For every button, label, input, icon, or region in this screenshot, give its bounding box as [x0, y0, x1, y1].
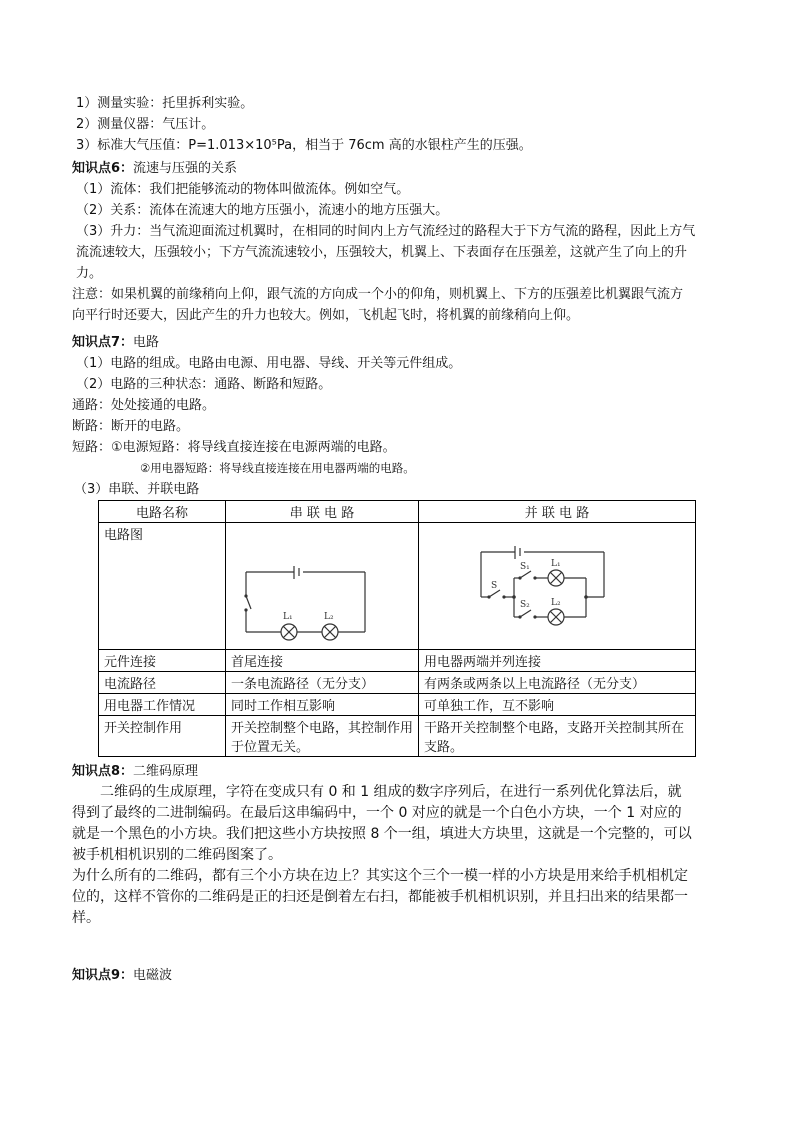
series-diagram-cell: [226, 523, 419, 650]
table-row: [99, 672, 696, 694]
text-line: 短路：①电源短路：将导线直接连接在电源两端的电路。: [72, 440, 396, 455]
series-circuit-diagram: [231, 524, 413, 644]
text-line: （2）电路的三种状态：通路、断路和短路。: [76, 377, 332, 392]
text-line: 2）测量仪器：气压计。: [76, 117, 215, 132]
heading-title: 流速与压强的关系: [133, 161, 238, 176]
table-row: [99, 523, 696, 650]
document-page: [72, 93, 695, 986]
text-paragraph: 为什么所有的二维码，都有三个小方块在边上？其实这个三个一模一样的小方块是用来给手机相机定位的，这样不管你的二维码是正的扫还是倒着左右扫，都能被手机相机识别，并且扫出来的结果都一样。: [72, 868, 688, 926]
text-line: 断路：断开的电路。: [72, 419, 190, 434]
note-paragraph: 注意：如果机翼的前缘稍向上仰，跟气流的方向成一个小的仰角，则机翼上、下方的压强差比机翼跟气流方向平行时还要大，因此产生的升力也较大。例如，飞机起飞时，将机翼的前缘稍向上仰。: [72, 287, 684, 323]
parallel-circuit-diagram: [424, 524, 690, 644]
switch-label: S₂: [520, 600, 530, 610]
table-cell: 用电器两端并列连接: [419, 650, 696, 672]
table-header-row: [99, 501, 696, 523]
lamp-icon: [548, 570, 564, 586]
text-line: （1）流体：我们把能够流动的物体叫做流体。例如空气。: [76, 182, 410, 197]
table-cell: 用电器工作情况: [99, 694, 226, 716]
lamp-icon: [322, 624, 338, 640]
table-row: [99, 694, 696, 716]
table-header: 并 联 电 路: [419, 501, 696, 523]
heading-label: 知识点7：: [72, 335, 134, 350]
table-cell: 开关控制作用: [99, 716, 226, 757]
table-row: [99, 716, 696, 757]
text-paragraph: （3）升力：当气流迎面流过机翼时，在相同的时间内上方气流经过的路程大于下方气流的路程，因此上方气流流速较大，压强较小；下方气流流速较小，压强较大，机翼上、下表面存在压强差，这就产生了向上的升力。: [76, 224, 696, 281]
table-cell: 首尾连接: [226, 650, 419, 672]
table-cell: 电流路径: [99, 672, 226, 694]
table-cell: 有两条或两条以上电流路径（无分支）: [419, 672, 696, 694]
lamp-label: L₁: [283, 612, 293, 622]
heading-label: 知识点9：: [72, 968, 134, 983]
text-paragraph: 二维码的生成原理，字符在变成只有 0 和 1 组成的数字序列后，在进行一系列优化算法后，就得到了最终的二进制编码。在最后这串编码中，一个 0 对应的就是一个白色小方块，一个 1 对应的就是一个黑色的小方块。我们把这些小方块按照 8 个一组，填进大方块里，这就是一个完整的，可以被手机相机识别的二维码图案了。: [72, 784, 692, 863]
text-line: ②用电器短路：将导线直接连接在用电器两端的电路。: [140, 461, 415, 475]
parallel-diagram-cell: [419, 523, 696, 650]
table-cell: 同时工作相互影响: [226, 694, 419, 716]
text-line: 3）标准大气压值：P=1.013×10⁵Pa，相当于 76cm 高的水银柱产生的压强。: [76, 138, 532, 153]
switch-label: S₁: [520, 562, 530, 572]
lamp-label: L₁: [551, 559, 561, 569]
section-heading-7: [72, 332, 695, 353]
lamp-icon: [548, 609, 564, 625]
section-heading-9: [72, 965, 695, 986]
table-cell: 干路开关控制整个电路，支路开关控制其所在支路。: [419, 716, 696, 757]
lamp-icon: [281, 624, 297, 640]
spacer: [72, 929, 695, 963]
heading-title: 二维码原理: [133, 764, 199, 779]
table-header: 串 联 电 路: [226, 501, 419, 523]
switch-label: S: [491, 581, 498, 591]
table-cell: 电路图: [99, 523, 226, 650]
text-line: （3）串联、并联电路: [74, 482, 200, 497]
circuit-table: [98, 500, 696, 757]
heading-label: 知识点6：: [72, 161, 134, 176]
table-cell: 开关控制整个电路，其控制作用于位置无关。: [226, 716, 419, 757]
section-heading-6: [72, 158, 695, 179]
lamp-label: L₂: [551, 598, 561, 608]
table-header: 电路名称: [99, 501, 226, 523]
lamp-label: L₂: [324, 612, 334, 622]
heading-title: 电路: [133, 335, 160, 350]
table-cell: 元件连接: [99, 650, 226, 672]
text-line: （2）关系：流体在流速大的地方压强小，流速小的地方压强大。: [76, 203, 449, 218]
table-row: [99, 650, 696, 672]
text-line: （1）电路的组成。电路由电源、用电器、导线、开关等元件组成。: [76, 356, 462, 371]
section-heading-8: [72, 761, 695, 782]
heading-title: 电磁波: [133, 968, 173, 983]
text-line: 通路：处处接通的电路。: [72, 398, 216, 413]
table-cell: 可单独工作，互不影响: [419, 694, 696, 716]
table-cell: 一条电流路径（无分支）: [226, 672, 419, 694]
heading-label: 知识点8：: [72, 764, 134, 779]
text-line: 1）测量实验：托里拆利实验。: [76, 96, 254, 111]
